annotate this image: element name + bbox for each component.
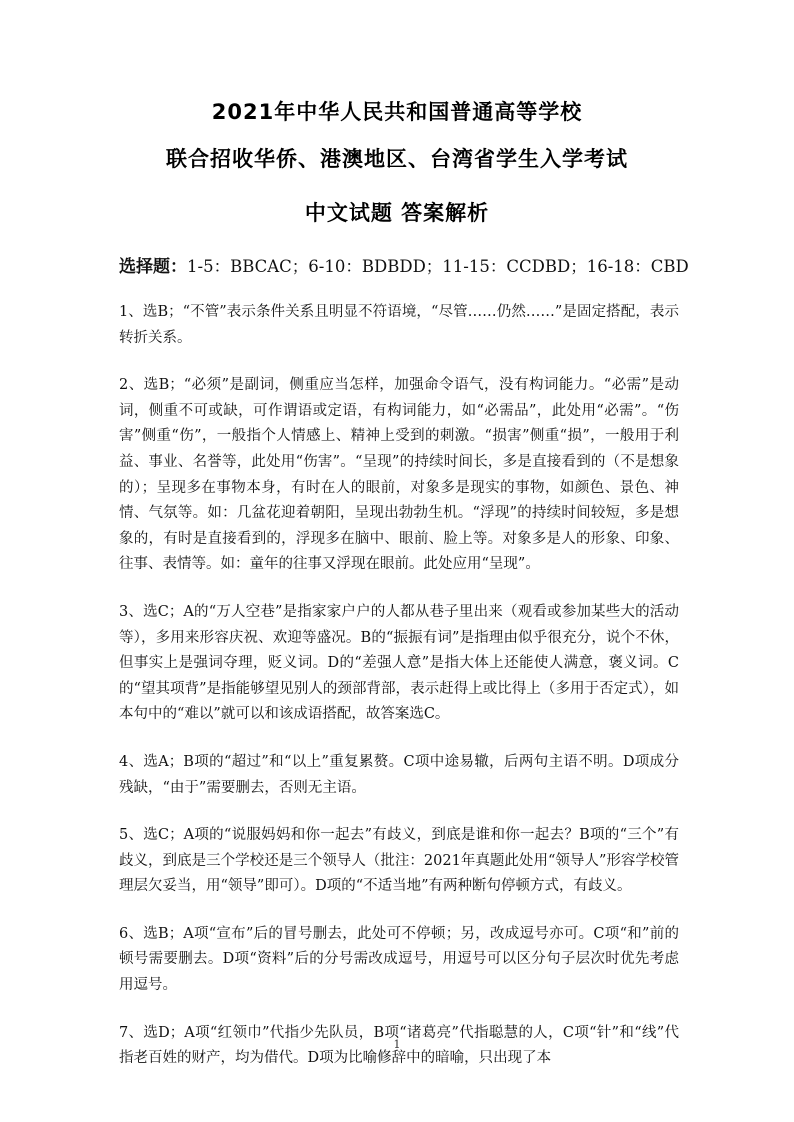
choice-answers: 1-5：BBCAC；6-10：BDBDD；11-15：CCDBD；16-18：CBD	[187, 257, 689, 276]
title-line-2: 联合招收华侨、港澳地区、台湾省学生入学考试	[166, 147, 628, 171]
explanation-1: 1、选B；“不管”表示条件关系且明显不符语境，“尽管……仍然……”是固定搭配，表示转折关系。	[119, 304, 679, 346]
explanation-6: 6、选B；A项“宣布”后的冒号删去，此处可不停顿；另，改成逗号亦可。C项“和”前的顿号需要删去。D项“资料”后的分号需改成逗号，用逗号可以区分句子层次时优先考虑用逗号。	[119, 925, 679, 994]
title-line-1: 2021年中华人民共和国普通高等学校	[211, 100, 583, 124]
choice-label: 选择题：	[119, 257, 187, 277]
explanation-4: 4、选A；B项的“超过”和“以上”重复累赘。C项中途易辙，后两句主语不明。D项成分残缺，“由于”需要删去，否则无主语。	[119, 753, 679, 796]
explanation-7: 7、选D；A项“红领巾”代指少先队员，B项“诸葛亮”代指聪慧的人，C项“针”和“线”代指老百姓的财产，均为借代。D项为比喻修辞中的暗喻，只出现了本	[119, 1024, 679, 1067]
explanation-2: 2、选B；“必须”是副词，侧重应当怎样，加强命令语气，没有构词能力。“必需”是动词，侧重不可或缺，可作谓语或定语，有构词能力，如“必需品”，此处用“必需”。“伤害”侧重“伤”，一般指个人情感上、精神上受到的刺激。“损害”侧重“损”，一般用于利益、事业、名誉等，此处用“伤害”。“呈现”的持续时间长，多是直接看到的（不是想象的）；呈现多在事物本身，有时在人的眼前，对象多是现实的事物，如颜色、景色、神情、气氛等。如：几盆花迎着朝阳，呈现出勃勃生机。“浮现”的持续时间较短，多是想象的，有时是直接看到的，浮现多在脑中、眼前、脸上等。对象多是人的形象、印象、往事、表情等。如：童年的往事又浮现在眼前。此处应用“呈现”。	[119, 377, 679, 573]
explanation-3: 3、选C；A的“万人空巷”是指家家户户的人都从巷子里出来（观看或参加某些大的活动等），多用来形容庆祝、欢迎等盛况。B的“振振有词”是指理由似乎很充分，说个不休，但事实上是强词夺理，贬义词。D的“差强人意”是指大体上还能使人满意，褒义词。C的“望其项背”是指能够望见别人的颈部背部，表示赶得上或比得上（多用于否定式），如本句中的“难以”就可以和该成语搭配，故答案选C。	[119, 603, 679, 723]
explanation-5: 5、选C；A项的“说服妈妈和你一起去”有歧义，到底是谁和你一起去？B项的“三个”有歧义，到底是三个学校还是三个领导人（批注：2021年真题此处用“领导人”形容学校管理层欠妥当，用“领导”即可）。D项的“不适当地”有两种断句停顿方式，有歧义。	[119, 827, 679, 895]
choice-answer-summary	[119, 252, 689, 277]
answer-explanations	[119, 300, 679, 1094]
page-number: 1	[393, 1038, 401, 1051]
title-line-3: 中文试题 答案解析	[304, 201, 490, 225]
